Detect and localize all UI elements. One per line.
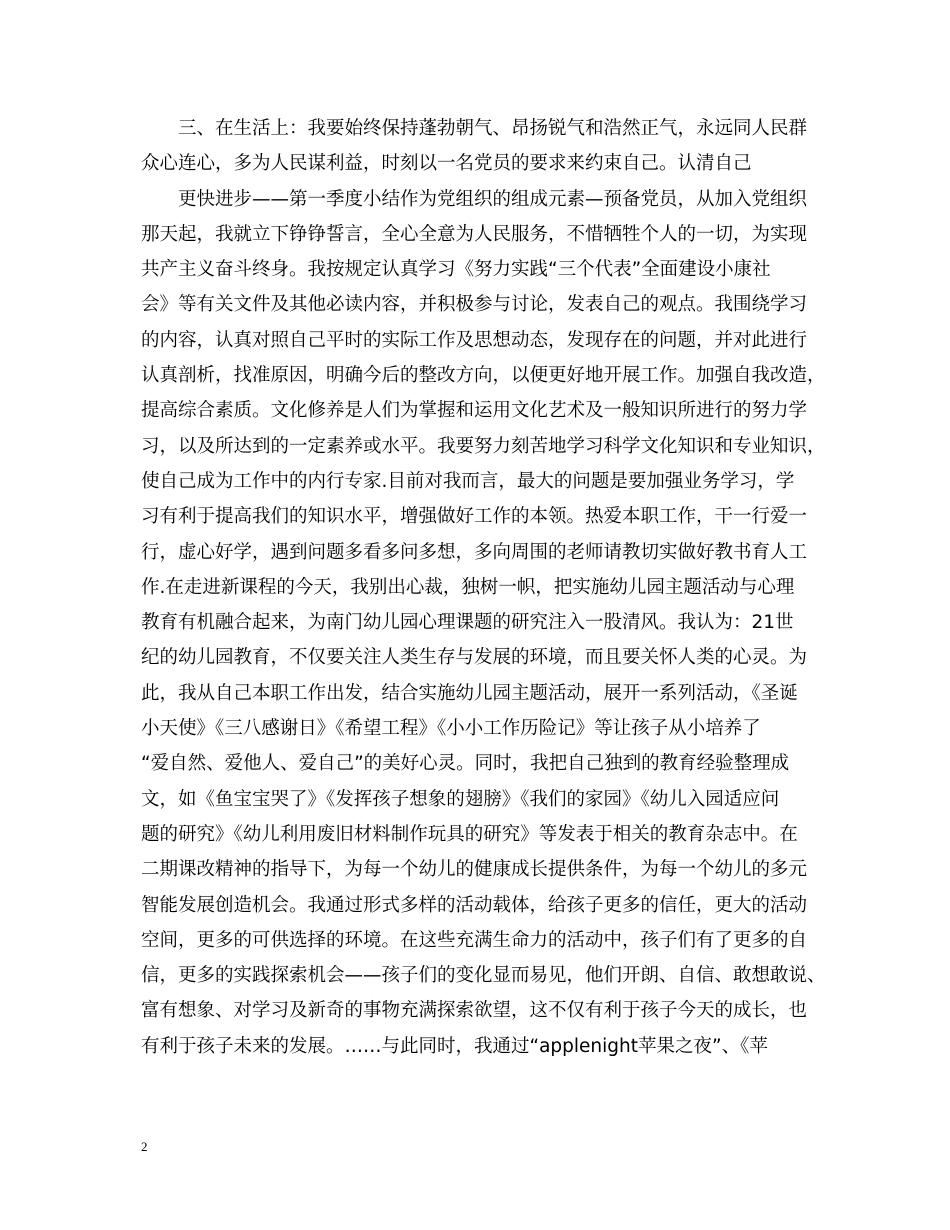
document-body [141, 111, 826, 1064]
paragraph-line: 习，以及所达到的一定素养或水平。我要努力刻苦地学习科学文化知识和专业知识， [141, 435, 826, 457]
paragraph-line: 三、在生活上：我要始终保持蓬勃朝气、昂扬锐气和浩然正气，永远同人民群 [178, 118, 808, 139]
paragraph-line: 二期课改精神的指导下，为每一个幼儿的健康成长提供条件，为每一个幼儿的多元 [141, 859, 808, 881]
paragraph-line: 那天起，我就立下铮铮誓言，全心全意为人民服务，不惜牺牲个人的一切，为实现 [141, 223, 808, 245]
page-number: 2 [141, 1139, 148, 1154]
paragraph-line: 众心连心，多为人民谋利益，时刻以一名党员的要求来约束自己。认清自己 [141, 153, 752, 175]
paragraph-line: “爱自然、爱他人、爱自己”的美好心灵。同时，我把自己独到的教育经验整理成 [141, 753, 790, 775]
paragraph-line: 智能发展创造机会。我通过形式多样的活动载体，给孩子更多的信任，更大的活动 [141, 894, 808, 916]
paragraph-line: 空间，更多的可供选择的环境。在这些充满生命力的活动中，孩子们有了更多的自 [141, 929, 808, 951]
paragraph-line: 富有想象、对学习及新奇的事物充满探索欲望，这不仅有利于孩子今天的成长，也 [141, 1000, 808, 1022]
paragraph-line: 文，如《鱼宝宝哭了》《发挥孩子想象的翅膀》《我们的家园》《幼儿入园适应问 [141, 788, 780, 810]
paragraph-line: 纪的幼儿园教育，不仅要关注人类生存与发展的环境，而且要关怀人类的心灵。为 [141, 647, 808, 669]
paragraph-line: 小天使》《三八感谢日》《希望工程》《小小工作历险记》等让孩子从小培养了 [141, 718, 761, 740]
paragraph-line: 信，更多的实践探索机会——孩子们的变化显而易见，他们开朗、自信、敢想敢说、 [141, 965, 826, 987]
paragraph-line: 习有利于提高我们的知识水平，增强做好工作的本领。热爱本职工作，干一行爱一 [141, 506, 808, 528]
paragraph-line: 共产主义奋斗终身。我按规定认真学习《努力实践“三个代表”全面建设小康社 [141, 259, 771, 281]
paragraph-line: 会》等有关文件及其他必读内容，并积极参与讨论，发表自己的观点。我围绕学习 [141, 294, 808, 316]
paragraph-line: 作.在走进新课程的今天，我别出心裁，独树一帜，把实施幼儿园主题活动与心理 [141, 576, 795, 598]
paragraph-line: 认真剖析，找准原因，明确今后的整改方向，以便更好地开展工作。加强自我改造， [141, 365, 826, 387]
paragraph-line: 使自己成为工作中的内行专家.目前对我而言，最大的问题是要加强业务学习，学 [141, 470, 795, 492]
paragraph-line: 教育有机融合起来，为南门幼儿园心理课题的研究注入一股清风。我认为：21世 [141, 612, 794, 634]
paragraph-line: 提高综合素质。文化修养是人们为掌握和运用文化艺术及一般知识所进行的努力学 [141, 400, 808, 422]
paragraph-line: 更快进步——第一季度小结作为党组织的组成元素—预备党员，从加入党组织 [178, 188, 808, 210]
paragraph-line: 题的研究》《幼儿利用废旧材料制作玩具的研究》等发表于相关的教育杂志中。在 [141, 823, 798, 845]
paragraph-line: 此，我从自己本职工作出发，结合实施幼儿园主题活动，展开一系列活动，《圣诞 [141, 682, 798, 704]
paragraph-line: 有利于孩子未来的发展。……与此同时，我通过“applenight苹果之夜”、《苹 [141, 1035, 768, 1057]
paragraph-line: 的内容，认真对照自己平时的实际工作及思想动态，发现存在的问题，并对此进行 [141, 329, 808, 351]
paragraph-line: 行，虚心好学，遇到问题多看多问多想，多向周围的老师请教切实做好教书育人工 [141, 541, 808, 563]
